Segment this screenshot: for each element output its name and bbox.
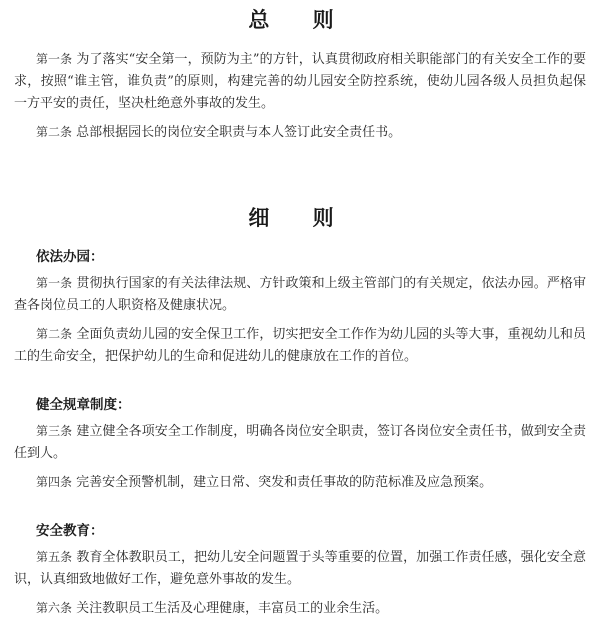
section-heading: 依法办园： <box>36 249 104 265</box>
article-text: 贯彻执行国家的有关法律法规、方针政策和上级主管部门的有关规定，依法办园。严格审查各岗位员工的人职资格及健康状况。 <box>14 276 586 313</box>
detail-article-4 <box>14 471 586 494</box>
general-article-1 <box>14 48 586 115</box>
article-label: 第六条 <box>36 601 73 615</box>
general-provisions <box>14 48 586 144</box>
article-text: 全面负责幼儿园的安全保卫工作，切实把安全工作作为幼儿园的头等大事，重视幼儿和员工的生命安全，把保护幼儿的生命和促进幼儿的健康放在工作的首位。 <box>14 327 586 364</box>
section-rules-system <box>14 394 586 494</box>
article-label: 第二条 <box>36 125 73 139</box>
article-label: 第五条 <box>36 550 73 564</box>
detail-article-3 <box>14 420 586 465</box>
article-label: 第一条 <box>36 276 73 290</box>
detail-article-1 <box>14 272 586 317</box>
article-label: 第一条 <box>36 52 73 66</box>
article-text: 完善安全预警机制，建立日常、突发和责任事故的防范标准及应急预案。 <box>76 475 493 490</box>
section-safety-education <box>14 520 586 620</box>
article-label: 第二条 <box>36 327 73 341</box>
detail-article-2 <box>14 323 586 368</box>
article-text: 总部根据园长的岗位安全职责与本人签订此安全责任书。 <box>76 125 402 140</box>
article-text: 教育全体教职员工，把幼儿安全问题置于头等重要的位置，加强工作责任感，强化安全意识，认真细致地做好工作，避免意外事故的发生。 <box>14 550 586 587</box>
detail-article-5 <box>14 546 586 591</box>
general-provisions-title: 总 则 <box>248 8 352 32</box>
section-heading: 安全教育： <box>36 523 104 539</box>
article-text: 关注教职员工生活及心理健康，丰富员工的业余生活。 <box>76 601 389 616</box>
detail-article-6 <box>14 597 586 620</box>
article-text: 为了落实“安全第一，预防为主”的方针，认真贯彻政府相关职能部门的有关安全工作的要求，按照“谁主管，谁负责”的原则，构建完善的幼儿园安全防控系统，使幼儿园各级人员担负起保一方平安的责任，坚决杜绝意外事故的发生。 <box>14 52 586 111</box>
general-article-2 <box>14 121 586 144</box>
section-heading: 健全规章制度： <box>36 397 131 413</box>
article-label: 第四条 <box>36 475 73 489</box>
article-label: 第三条 <box>36 424 73 438</box>
detailed-rules-title: 细 则 <box>248 206 352 230</box>
article-text: 建立健全各项安全工作制度，明确各岗位安全职责，签订各岗位安全责任书，做到安全责任到人。 <box>14 424 586 461</box>
section-lawful-operation <box>14 246 586 368</box>
